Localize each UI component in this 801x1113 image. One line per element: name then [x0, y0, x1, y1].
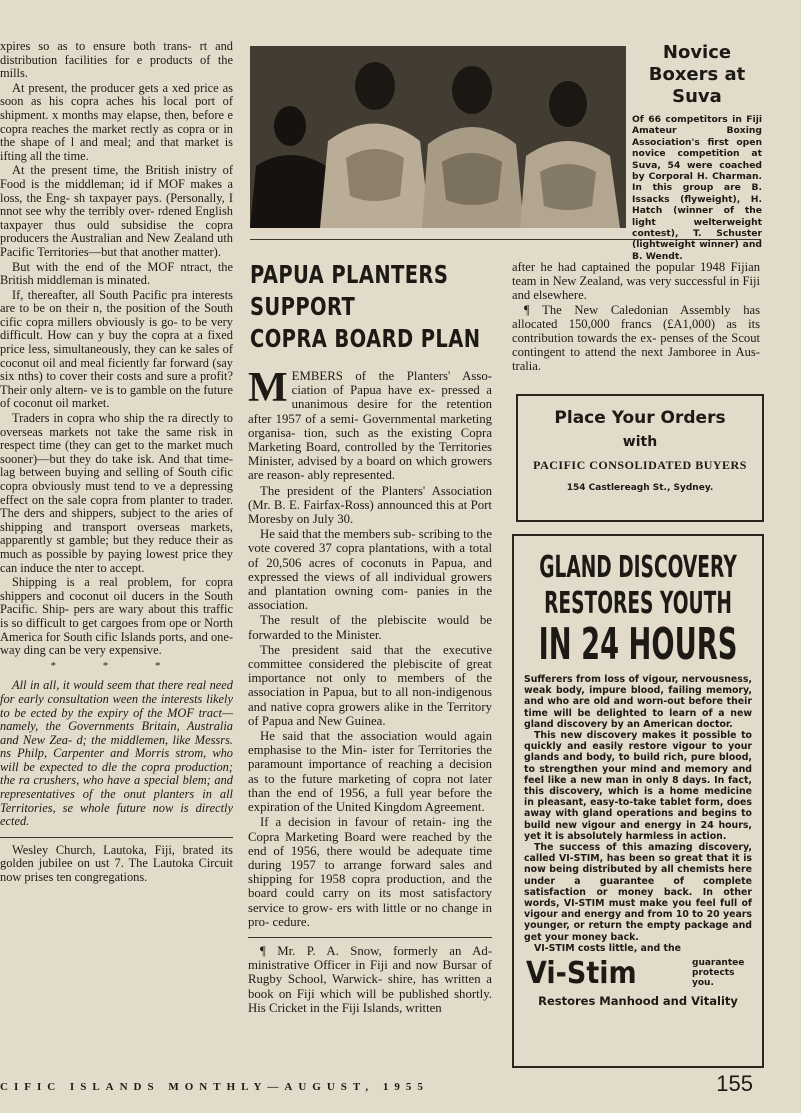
left-column: [0, 40, 233, 886]
article-paragraph: If a decision in favour of retain- ing the Copra Marketing Board were reached by the end of 1956, there would be adequate time during 1957 to arrange forward sales and shipping for 1958 copra production, and the board could carry on its most satisfactory service to grow- ers with little or no change in pro- cedure.: [248, 815, 492, 929]
boxers-photo: [250, 46, 626, 228]
ad-headline-1: GLAND DISCOVERY: [539, 550, 737, 585]
lead-text: EMBERS of the Planters' Asso- ciation of Papua have ex- pressed a unanimous desire for the retention after 1957 of a semi- Governmental marketing organisa- tion, such as the existing Copra Marketing Board, controlled by the Territories Minister, advised by a board on which growers are reason- ably represented.: [248, 369, 492, 483]
article-headline: [250, 259, 481, 355]
ad-orders-company: PACIFIC CONSOLIDATED BUYERS: [533, 458, 747, 472]
ad-orders-address: 154 Castlereagh St., Sydney.: [566, 483, 714, 493]
ad-headline-3: IN 24 HOURS: [538, 619, 738, 670]
drop-cap: M: [248, 365, 288, 411]
left-paragraph: Shipping is a real problem, for copra shippers and coconut oil ducers in the South Pacific. Ship- pers are wary about this traffic is so difficult to get cargoes from ope or North America for South cific Islands ports, and one-way ding can be very expensive.: [0, 575, 233, 658]
article-paragraph: The president said that the executive committee considered the plebiscite of great importance not only to members of the association in Papua, but to all non-indigenous and native copra growers alike in the Territory of Papua and New Guinea.: [248, 642, 492, 728]
wesley-church-note: Wesley Church, Lautoka, Fiji, brated its golden jubilee on ust 7. The Lautoka Circuit now prises ten congregations.: [0, 842, 233, 885]
left-paragraph: If, thereafter, all South Pacific pra interests are to be on their n, the position of the South cific copra millers obviously is go- to be very difficult. How can y buy the copra at a fixed price less, simultaneously, they can ke sales of coconut oil and meal ficiently far forward (say six nths) to cover their costs and sure a profit? Their only altern- ve is to gamble on the future of coconut oil market.: [0, 287, 233, 411]
right-paragraph: after he had captained the popular 1948 Fijian team in New Zealand, was very successful in Fiji and elsewhere.: [512, 260, 760, 302]
right-paragraph: ¶ The New Caledonian Assembly has allocated 150,000 francs (£A1,000) as its contribution towards the ex- penses of the Scout contingent to attend the next Jamboree in Aus- tralia.: [512, 303, 760, 373]
guarantee-text: guarantee protects you.: [692, 958, 745, 989]
vi-stim-logo: Vi-Stim: [526, 956, 637, 992]
ad-body-2: This new discovery makes it possible to quickly and easily restore vigour to your glands and body, to build rich, pure blood, to strengthen your mind and memory and feel like a new man in only 8 days. In fact, this discovery, which is a home medicine in pleasant, easy-to-take tablet form, does away with gland operations and begins to build new vigour and energy in 24 hours, yet it is absolutely harmless in action.: [524, 730, 752, 842]
boxers-title: Novice Boxers at Suva: [648, 42, 746, 107]
article-paragraph: He said that the members sub- scribing to the vote covered 37 copra plantations, with a total of 20,506 acres of coconuts in Papua, and expressed the views of all individual growers and plantation owning com- panies in the association.: [248, 527, 492, 613]
article-paragraph: The president of the Planters' Association (Mr. B. E. Fairfax-Ross) announced this at Port Moresby on July 30.: [248, 483, 492, 527]
ad-body-4: VI-STIM costs little, and the: [534, 942, 682, 954]
article-paragraph: The result of the plebiscite would be forwarded to the Minister.: [248, 613, 492, 642]
article-paragraph: He said that the association would again emphasise to the Min- ister for Territories the paramount importance of reaching a decision as to the future marketing of copra not later than the end of 1956, a full year before the expiration of the United Kingdom Agreement.: [248, 729, 492, 815]
ad-tagline: Restores Manhood and Vitality: [538, 994, 738, 1009]
brand-row: [524, 958, 752, 992]
divider: [0, 837, 233, 838]
gland-advertisement: [512, 534, 764, 1068]
headline-line-3: COPRA BOARD PLAN: [250, 324, 481, 353]
article-column: [248, 253, 492, 1016]
headline-line-1: PAPUA PLANTERS: [250, 260, 449, 289]
orders-advertisement: [516, 394, 764, 522]
caption-rule: [250, 239, 761, 240]
divider: [248, 937, 492, 938]
page-number: 155: [716, 1071, 753, 1096]
ad-body-3: The success of this amazing discovery, called VI-STIM, has been so great that it is now being distributed by all chemists here under a guarantee of complete satisfaction or money back. In other words, VI-STIM must make you feel full of vigour and energy and from 10 to 20 years younger, or return the empty package and get your money back.: [524, 842, 752, 943]
ad-orders-line2: with: [622, 434, 658, 450]
article-lead-paragraph: [248, 365, 492, 483]
boxers-caption: Of 66 competitors in Fiji Amateur Boxing Association's first open novice competition at Suva, 54 were coached by Corporal H. Charman. In this group are B. Issacks (flyweight), H. Hatch (winner of the light welterweight contest), T. Schuster (lightweight winner) and B. Wendt.: [632, 114, 762, 262]
italic-conclusion: All in all, it would seem that there real need for early consultation ween the interests likely to be ected by the expiry of the MOF tract—namely, the Governments Britain, Australia and New Zea- d; the middlemen, like Messrs. ns Philp, Carpenter and Morris strom, who will be expected to dle the copra production; the ra crushers, who have a special blem; and representatives of the onut planters in all Territories, se whole future now is directly ected.: [0, 678, 233, 829]
boxers-caption-box: [632, 42, 762, 262]
ad-body-1: Sufferers from loss of vigour, nervousness, weak body, impure blood, failing memory, and who are old and worn-out before their time will be delighted to learn of a new gland discovery by an American doctor.: [524, 674, 752, 730]
headline-line-2: SUPPORT: [250, 292, 356, 321]
ad-orders-line1: Place Your Orders: [554, 408, 726, 428]
left-paragraph: At present, the producer gets a xed price as soon as his copra aches his local port of shipment. x months may elapse, then, before e copra reaches the market rectly as copra or in the shape of l and meal; and that market is ifting all the time.: [0, 80, 233, 163]
ad-headline-2: RESTORES YOUTH: [544, 586, 732, 621]
right-column: [512, 260, 760, 374]
left-paragraph: xpires so as to ensure both trans- rt and distribution facilities for e products of the mills.: [0, 39, 233, 81]
section-stars: * * *: [50, 659, 183, 672]
running-footer: CIFIC ISLANDS MONTHLY—AUGUST, 1955: [0, 1081, 429, 1093]
left-paragraph: Traders in copra who ship the ra directly to overseas markets not take the same risk in respect time (they can get to the market much sooner)—but they do take isk. And that time-lag between buying and selling of South cific copra obviously must tend to ve a depressing effect on the sale copra from planter to trader. The ders and shippers, subject to the aries of shipping and transport overseas markets, apparently st gamble; but they reduce their as much as possible by paying lowest price they can induce the nter to accept.: [0, 411, 233, 575]
left-paragraph: At the present time, the British inistry of Food is the middleman; id if MOF makes a loss, the Eng- sh taxpayer pays. (Personally, I nnot see why the terribly over- rdened English taxpayer thus ould subsidise the copra producers the Australian and New Zealand uth Pacific Territories—but that another matter).: [0, 163, 233, 259]
left-paragraph: But with the end of the MOF ntract, the British middleman is minated.: [0, 259, 233, 288]
snow-note: ¶ Mr. P. A. Snow, formerly an Ad- ministrative Officer in Fiji and now Bursar of Rugby School, Warwick- shire, has written a book on Fiji which will be published shortly. His Cricket in the Fiji Islands, written: [248, 943, 492, 1015]
page-footer: [0, 1071, 801, 1101]
